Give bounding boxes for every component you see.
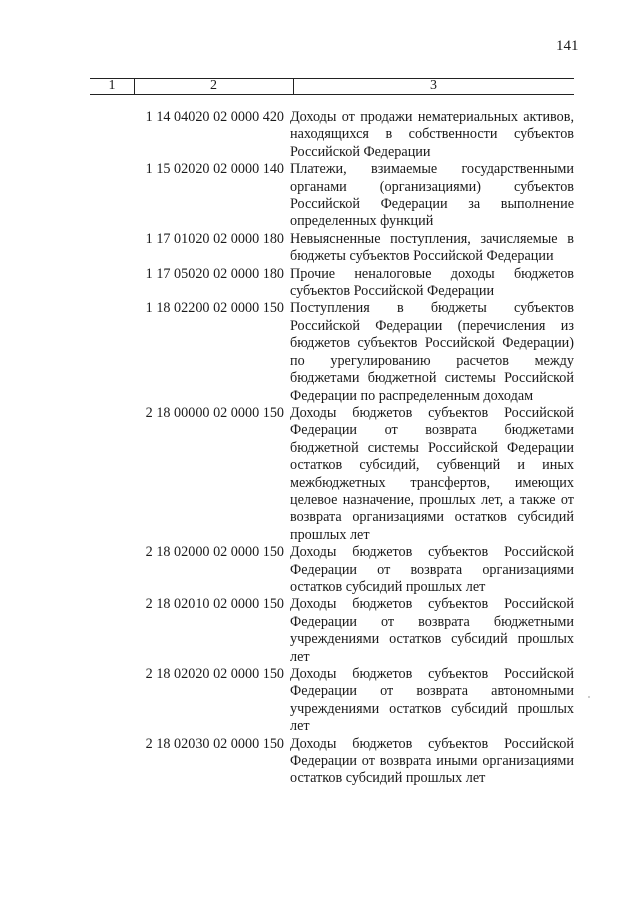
income-description: Прочие неналоговые доходы бюджетов субъектов Российской Федерации [290, 265, 574, 300]
table-row [90, 109, 574, 161]
table-row [90, 736, 574, 788]
budget-code: 2 18 02030 02 0000 150 [145, 735, 284, 752]
income-description: Доходы бюджетов субъектов Российской Федерации от возврата иными организациями остатков субсидий прошлых лет [290, 735, 574, 787]
budget-code: 1 15 02020 02 0000 140 [145, 161, 284, 178]
income-description: Поступления в бюджеты субъектов Российской Федерации (перечисления из бюджетов субъектов Российской Федерации) по урегулированию расчетов между бюджетами бюджетной системы Российской Федерации по распределенным доходам [290, 300, 574, 404]
budget-code: 2 18 02010 02 0000 150 [145, 596, 284, 613]
table-row [90, 266, 574, 301]
budget-code: 2 18 02000 02 0000 150 [145, 544, 284, 561]
table-row [90, 231, 574, 266]
budget-code: 1 18 02200 02 0000 150 [145, 300, 284, 317]
income-description: Доходы бюджетов субъектов Российской Федерации от возврата автономными учреждениями остатков субсидий прошлых лет [290, 666, 574, 735]
table-body [90, 109, 574, 788]
income-description: Доходы от продажи нематериальных активов, находящихся в собственности субъектов Российской Федерации [290, 109, 574, 160]
page-number: 141 [556, 38, 579, 54]
header-col-2: 2 [210, 78, 217, 93]
header-col-3: 3 [430, 78, 437, 93]
income-description: Доходы бюджетов субъектов Российской Федерации от возврата бюджетами бюджетной системы Российской Федерации остатков субсидий, субвенций и иных межбюджетных трансфертов, имеющих целевое назначение, прошлых лет, а также от возврата организациями остатков субсидий прошлых лет [290, 404, 574, 543]
table-row [90, 666, 574, 736]
budget-code: 2 18 00000 02 0000 150 [145, 404, 284, 421]
table-row [90, 405, 574, 544]
budget-code: 2 18 02020 02 0000 150 [145, 666, 284, 682]
income-description: Невыясненные поступления, зачисляемые в бюджеты субъектов Российской Федерации [290, 230, 574, 265]
table-row [90, 300, 574, 404]
scan-speck [588, 696, 590, 698]
table-header [90, 76, 574, 95]
table-row [90, 596, 574, 666]
table-row [90, 544, 574, 596]
budget-code: 1 17 01020 02 0000 180 [145, 230, 284, 247]
income-description: Платежи, взимаемые государственными органами (организациями) субъектов Российской Федерации за выполнение определенных функций [290, 161, 574, 230]
header-col-1: 1 [108, 78, 116, 93]
budget-code: 1 14 04020 02 0000 420 [145, 109, 284, 125]
budget-code: 1 17 05020 02 0000 180 [145, 265, 284, 282]
income-description: Доходы бюджетов субъектов Российской Федерации от возврата организациями остатков субсидий прошлых лет [290, 544, 574, 595]
header-bottom-rule [90, 94, 574, 95]
table-row [90, 161, 574, 231]
income-description: Доходы бюджетов субъектов Российской Федерации от возврата бюджетными учреждениями остатков субсидий прошлых лет [290, 596, 574, 665]
